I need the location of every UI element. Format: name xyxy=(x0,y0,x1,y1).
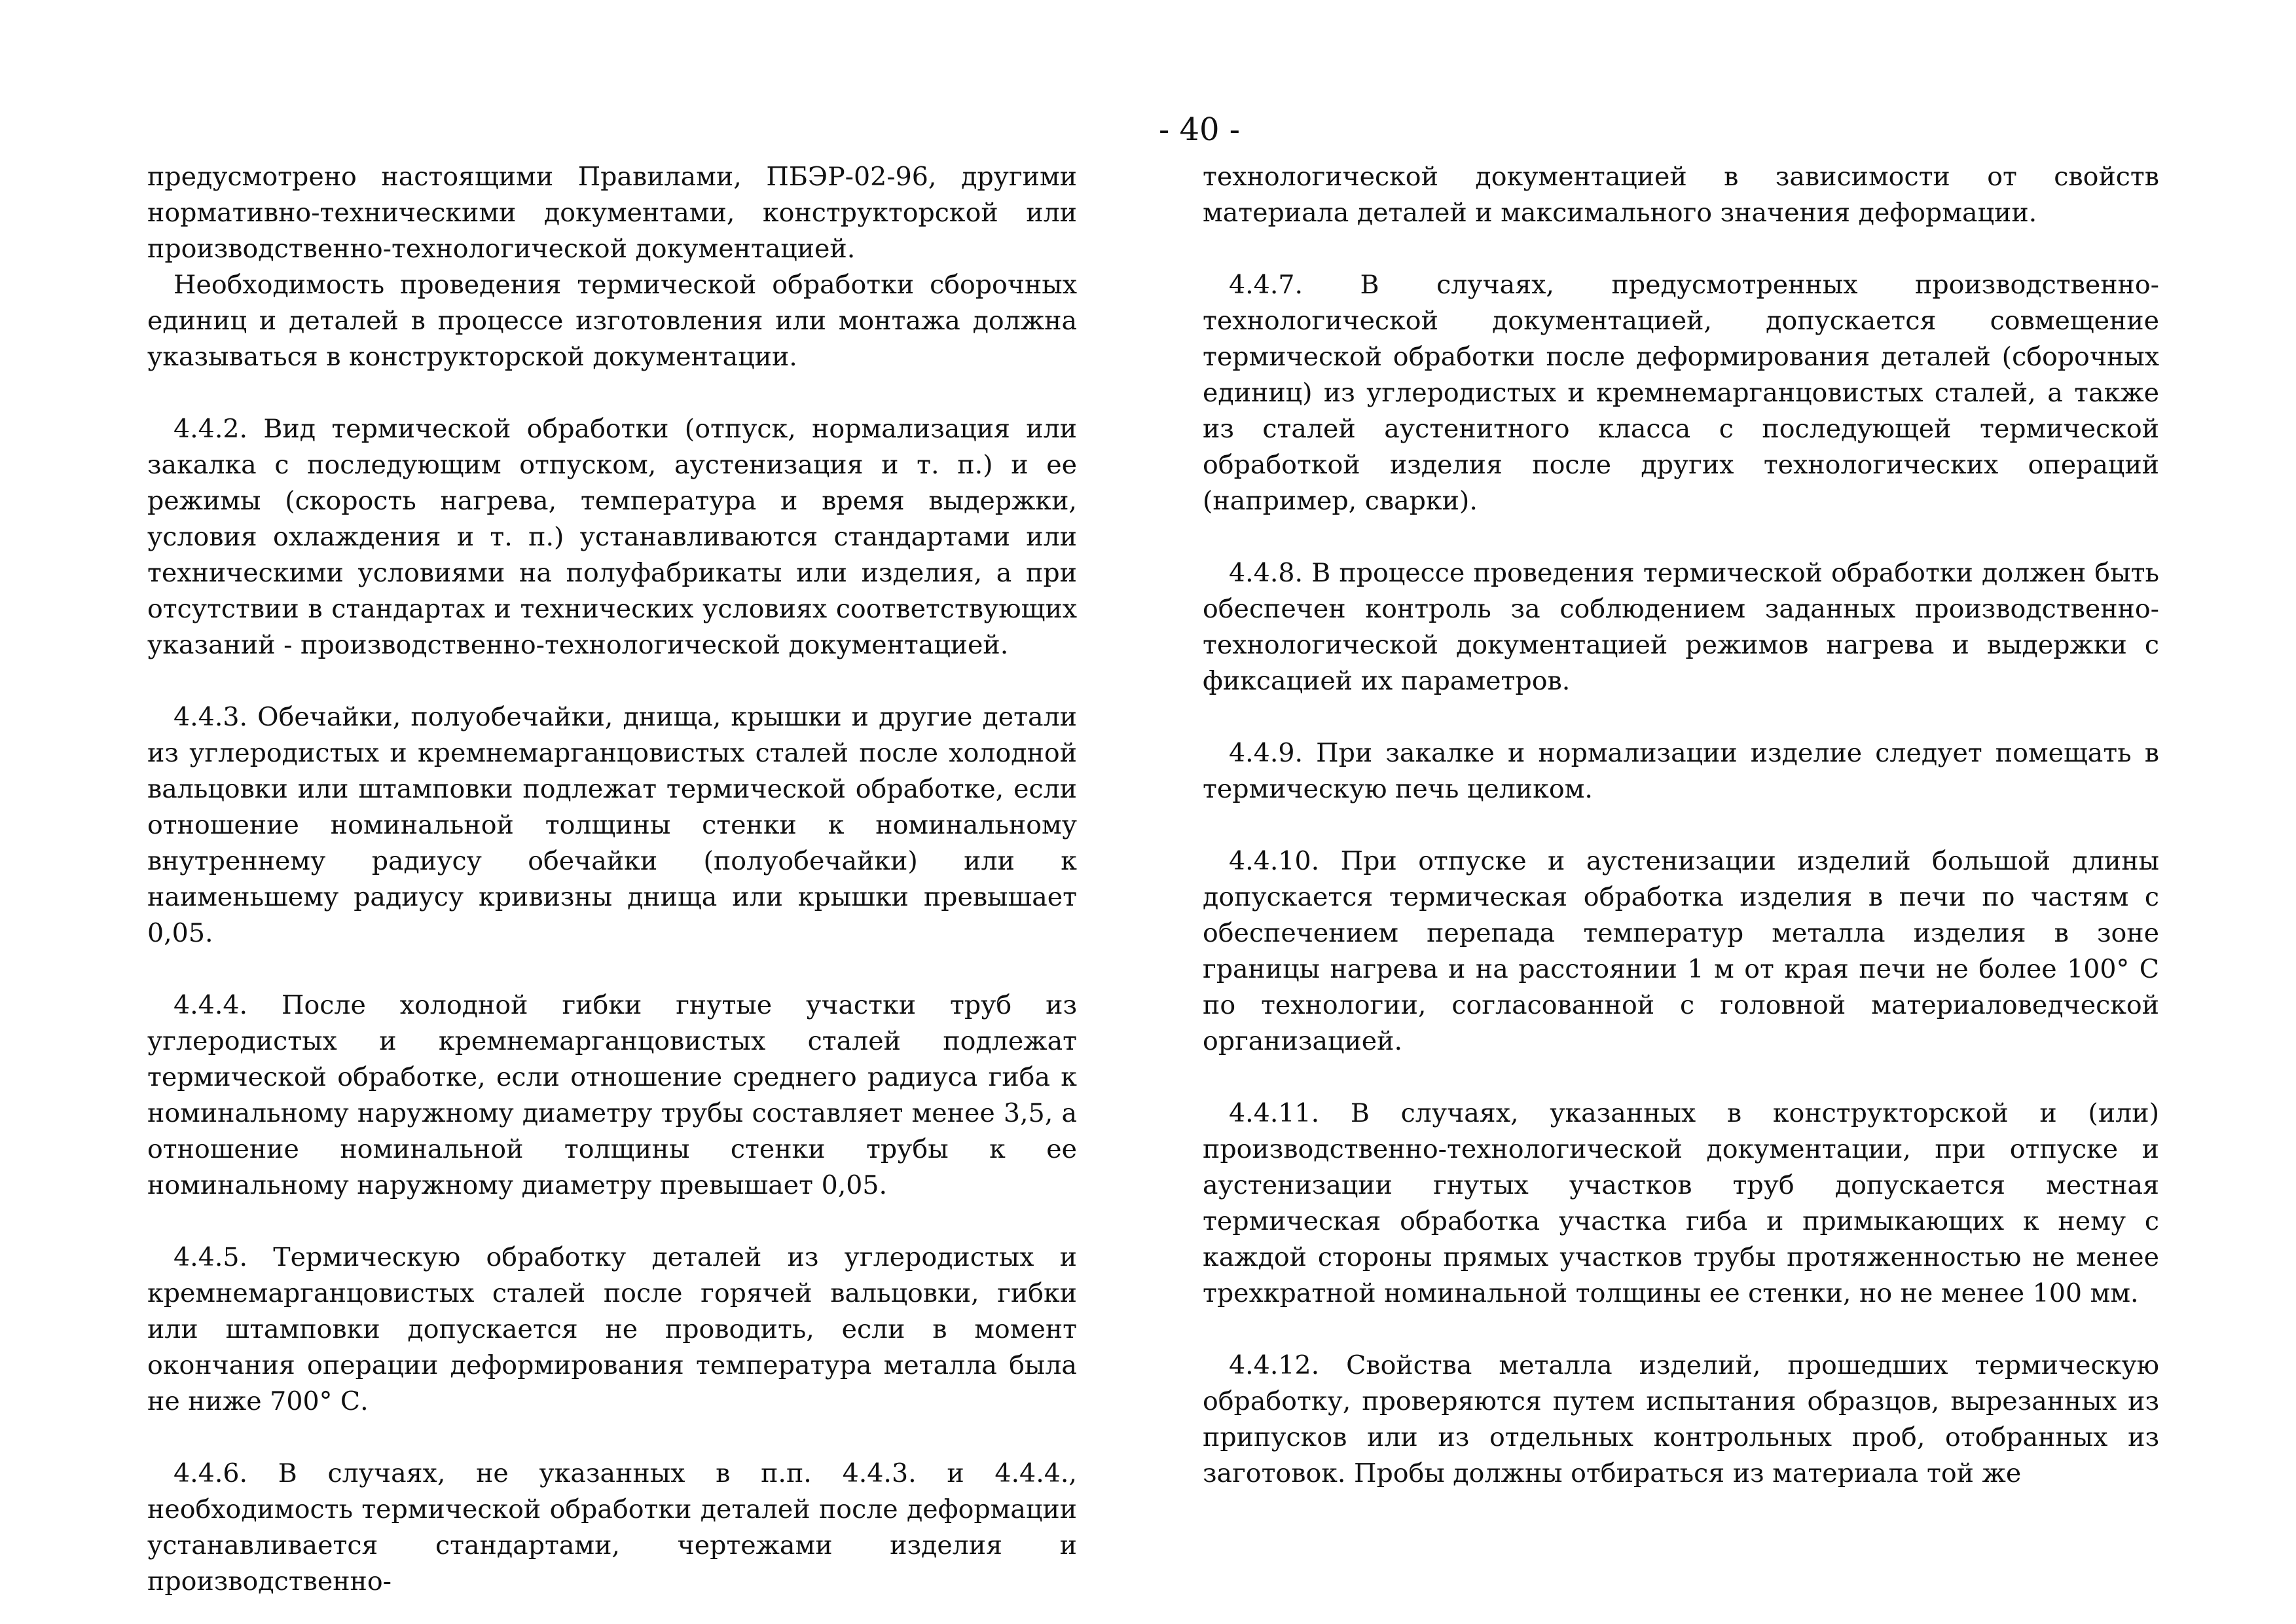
paragraph-4-4-6: 4.4.6. В случаях, не указанных в п.п. 4.4.3. и 4.4.4., необходимость термической обработки деталей после деформации устанавливается стандартами, чертежами изделия и производственно- xyxy=(147,1458,1077,1596)
paragraph-4-4-3: 4.4.3. Обечайки, полуобечайки, днища, крышки и другие детали из углеродистых и кремнемарганцовистых сталей после холодной вальцовки или штамповки подлежат термической обработке, если отношение номинальной толщины стенки к номинальному внутреннему радиусу обечайки (полуобечайки) или к наименьшему радиусу кривизны днища или крышки превышает 0,05. xyxy=(147,702,1077,948)
page-number: - 40 - xyxy=(1158,111,1241,148)
paragraph-4-4-11: 4.4.11. В случаях, указанных в конструкторской и (или) производственно-технологической документации, при отпуске и аустенизации гнутых участков труб допускается местная термическая обработка участка гиба и примыкающих к нему с каждой стороны прямых участков трубы протяженностью не менее трехкратной номинальной толщины ее стенки, но не менее 100 мм. xyxy=(1203,1098,2159,1308)
paragraph: технологической документацией в зависимости от свойств материала деталей и максимального значения деформации. xyxy=(1203,162,2159,228)
paragraph: Необходимость проведения термической обработки сборочных единиц и деталей в процессе изготовления или монтажа должна указываться в конструкторской документации. xyxy=(147,270,1077,372)
paragraph-4-4-2: 4.4.2. Вид термической обработки (отпуск, нормализация или закалка с последующим отпуском, аустенизация и т. п.) и ее режимы (скорость нагрева, температура и время выдержки, условия охлаждения и т. п.) устанавливаются стандартами или техническими условиями на полуфабрикаты или изделия, а при отсутствии в стандартах и технических условиях соответствующих указаний - производственно-технологической документацией. xyxy=(147,414,1077,660)
paragraph-4-4-12: 4.4.12. Свойства металла изделий, прошедших термическую обработку, проверяются путем испытания образцов, вырезанных из припусков или из отдельных контрольных проб, отобранных из заготовок. Пробы должны отбираться из материала той же xyxy=(1203,1350,2159,1488)
paragraph-4-4-7: 4.4.7. В случаях, предусмотренных производственно-технологической документацией, допускается совмещение термической обработки после деформирования деталей (сборочных единиц) из углеродистых и кремнемарганцовистых сталей, а также из сталей аустенитного класса с последующей термической обработкой изделия после других технологических операций (например, сварки). xyxy=(1203,270,2159,516)
right-column xyxy=(1203,159,2159,1492)
paragraph-4-4-10: 4.4.10. При отпуске и аустенизации изделий большой длины допускается термическая обработка изделия в печи по частям с обеспечением перепада температур металла изделия в зоне границы нагрева и на расстоянии 1 м от края печи не более 100° С по технологии, согласованной с головной материаловедческой организацией. xyxy=(1203,846,2159,1056)
paragraph-4-4-4: 4.4.4. После холодной гибки гнутые участки труб из углеродистых и кремнемарганцовистых сталей подлежат термической обработке, если отношение среднего радиуса гиба к номинальному наружному диаметру трубы составляет менее 3,5, а отношение номинальной толщины стенки трубы к ее номинальному наружному диаметру превышает 0,05. xyxy=(147,990,1077,1200)
paragraph-4-4-8: 4.4.8. В процессе проведения термической обработки должен быть обеспечен контроль за соблюдением заданных производственно-технологической документацией режимов нагрева и выдержки с фиксацией их параметров. xyxy=(1203,558,2159,696)
left-column xyxy=(147,159,1077,1600)
paragraph: предусмотрено настоящими Правилами, ПБЭР-02-96, другими нормативно-техническими документами, конструкторской или производственно-технологической документацией. xyxy=(147,162,1077,264)
paragraph-4-4-9: 4.4.9. При закалке и нормализации изделие следует помещать в термическую печь целиком. xyxy=(1203,738,2159,804)
paragraph-4-4-5: 4.4.5. Термическую обработку деталей из углеродистых и кремнемарганцовистых сталей после горячей вальцовки, гибки или штамповки допускается не проводить, если в момент окончания операции деформирования температура металла была не ниже 700° С. xyxy=(147,1242,1077,1416)
